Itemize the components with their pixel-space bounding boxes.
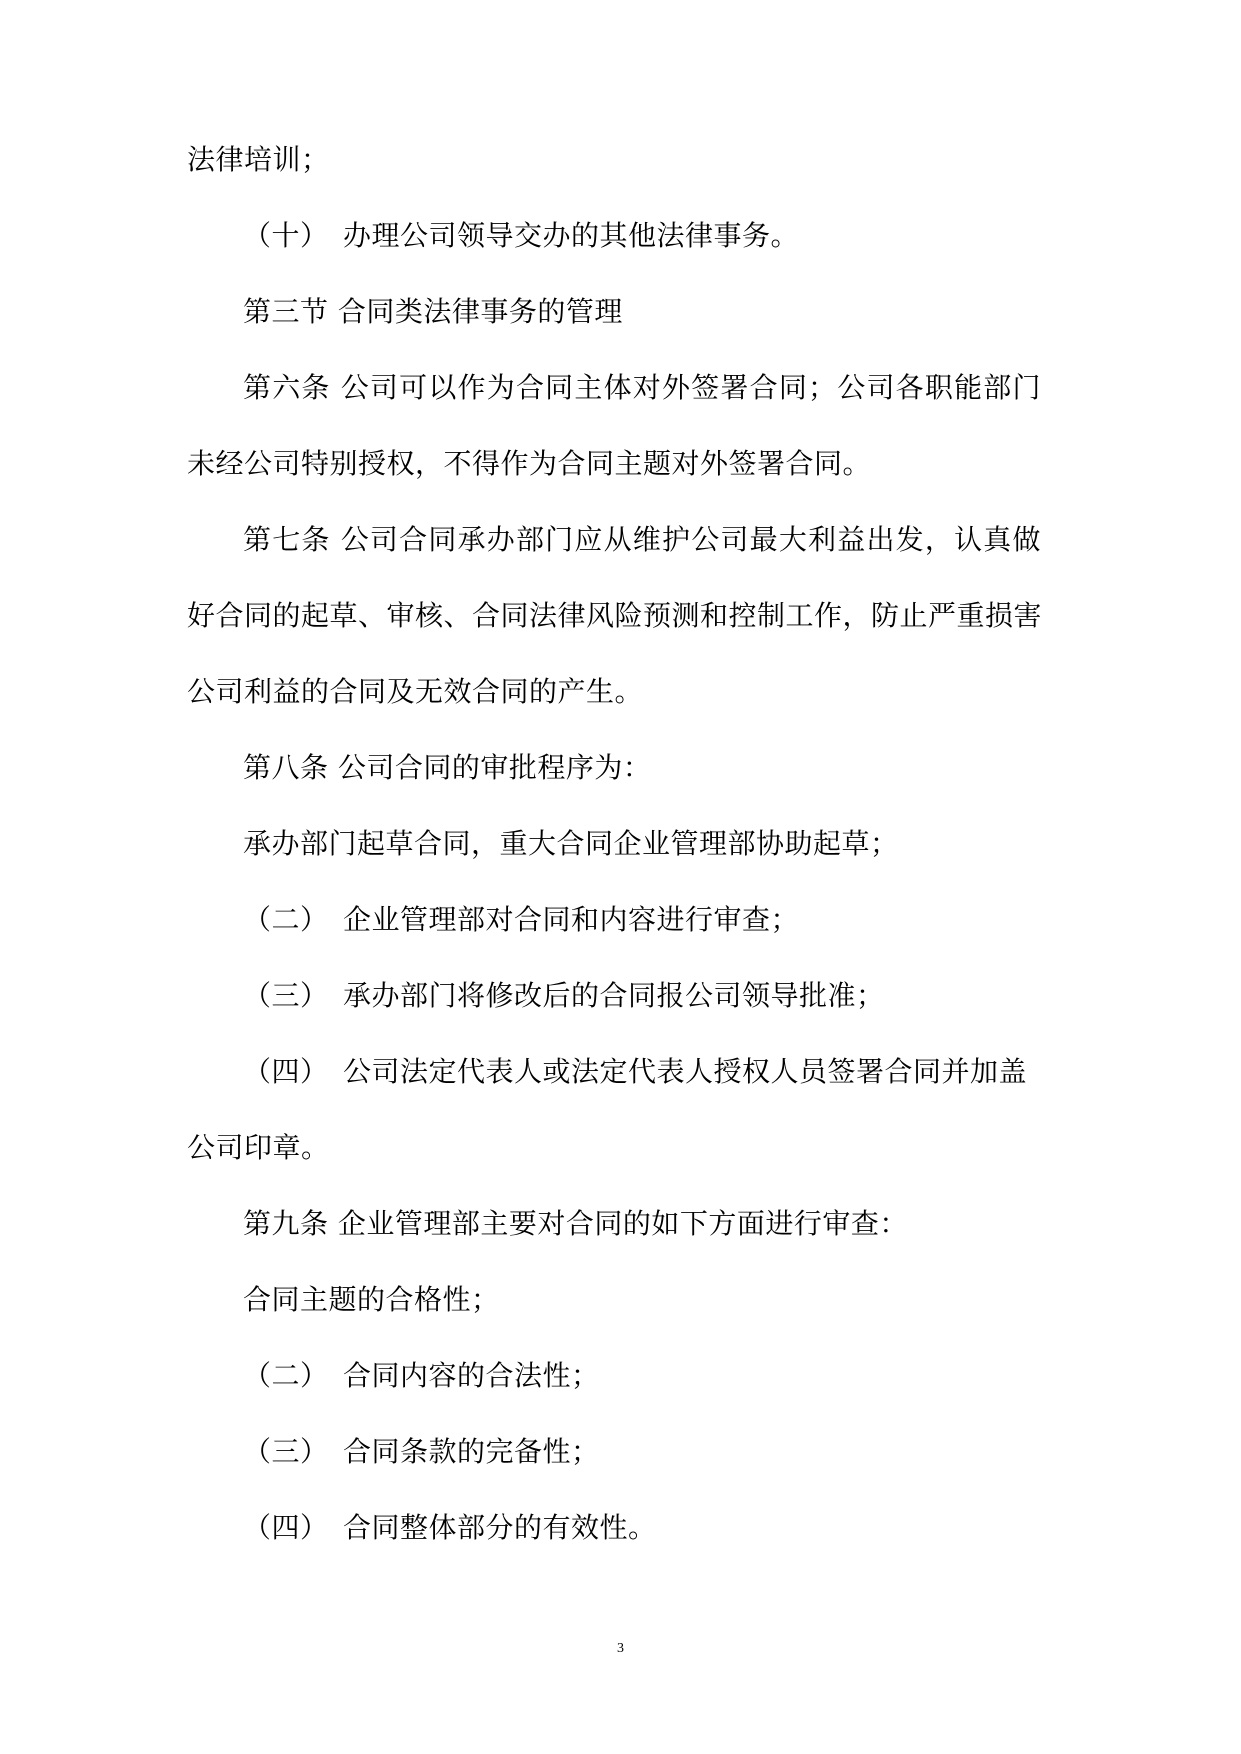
list-text: 办理公司领导交办的其他法律事务。 — [343, 219, 800, 252]
list-text: 企业管理部对合同和内容进行审查； — [343, 903, 800, 936]
list-number: （二） — [243, 1359, 329, 1392]
article-6-line-2: 未经公司特别授权，不得作为合同主题对外签署合同。 — [187, 447, 872, 480]
list-number: （四） — [243, 1511, 329, 1544]
article-9-item-4 — [243, 1510, 657, 1546]
article-9-item-2 — [243, 1358, 600, 1394]
section-heading: 第三节 合同类法律事务的管理 — [243, 295, 623, 328]
article-8-item-2 — [243, 902, 799, 938]
article-9-item-1: 合同主题的合格性； — [243, 1283, 500, 1316]
list-number: （三） — [243, 979, 329, 1012]
list-text: 合同条款的完备性； — [343, 1435, 600, 1468]
list-number: （四） — [243, 1055, 329, 1088]
article-8-item-1: 承办部门起草合同，重大合同企业管理部协助起草； — [243, 827, 899, 860]
article-8-item-3 — [243, 978, 885, 1014]
article-7-line-1: 第七条 公司合同承办部门应从维护公司最大利益出发，认真做 — [243, 523, 1041, 556]
text-line-1: 法律培训； — [187, 143, 330, 176]
article-8-item-4-cont: 公司印章。 — [187, 1131, 330, 1164]
article-8-item-4 — [243, 1054, 1027, 1090]
list-text: 承办部门将修改后的合同报公司领导批准； — [343, 979, 885, 1012]
article-7-line-2: 好合同的起草、审核、合同法律风险预测和控制工作，防止严重损害 — [187, 599, 1043, 632]
list-text: 公司法定代表人或法定代表人授权人员签署合同并加盖 — [343, 1055, 1028, 1088]
list-text: 合同整体部分的有效性。 — [343, 1511, 657, 1544]
article-8-heading: 第八条 公司合同的审批程序为： — [243, 751, 652, 784]
list-number: （十） — [243, 219, 329, 252]
page-number: 3 — [617, 1641, 624, 1656]
article-9-item-3 — [243, 1434, 600, 1470]
list-item-10 — [243, 218, 799, 254]
article-9-heading: 第九条 企业管理部主要对合同的如下方面进行审查： — [243, 1207, 908, 1240]
list-text: 合同内容的合法性； — [343, 1359, 600, 1392]
list-number: （三） — [243, 1435, 329, 1468]
article-7-line-3: 公司利益的合同及无效合同的产生。 — [187, 675, 644, 708]
list-number: （二） — [243, 903, 329, 936]
article-6-line-1: 第六条 公司可以作为合同主体对外签署合同；公司各职能部门 — [243, 371, 1041, 404]
